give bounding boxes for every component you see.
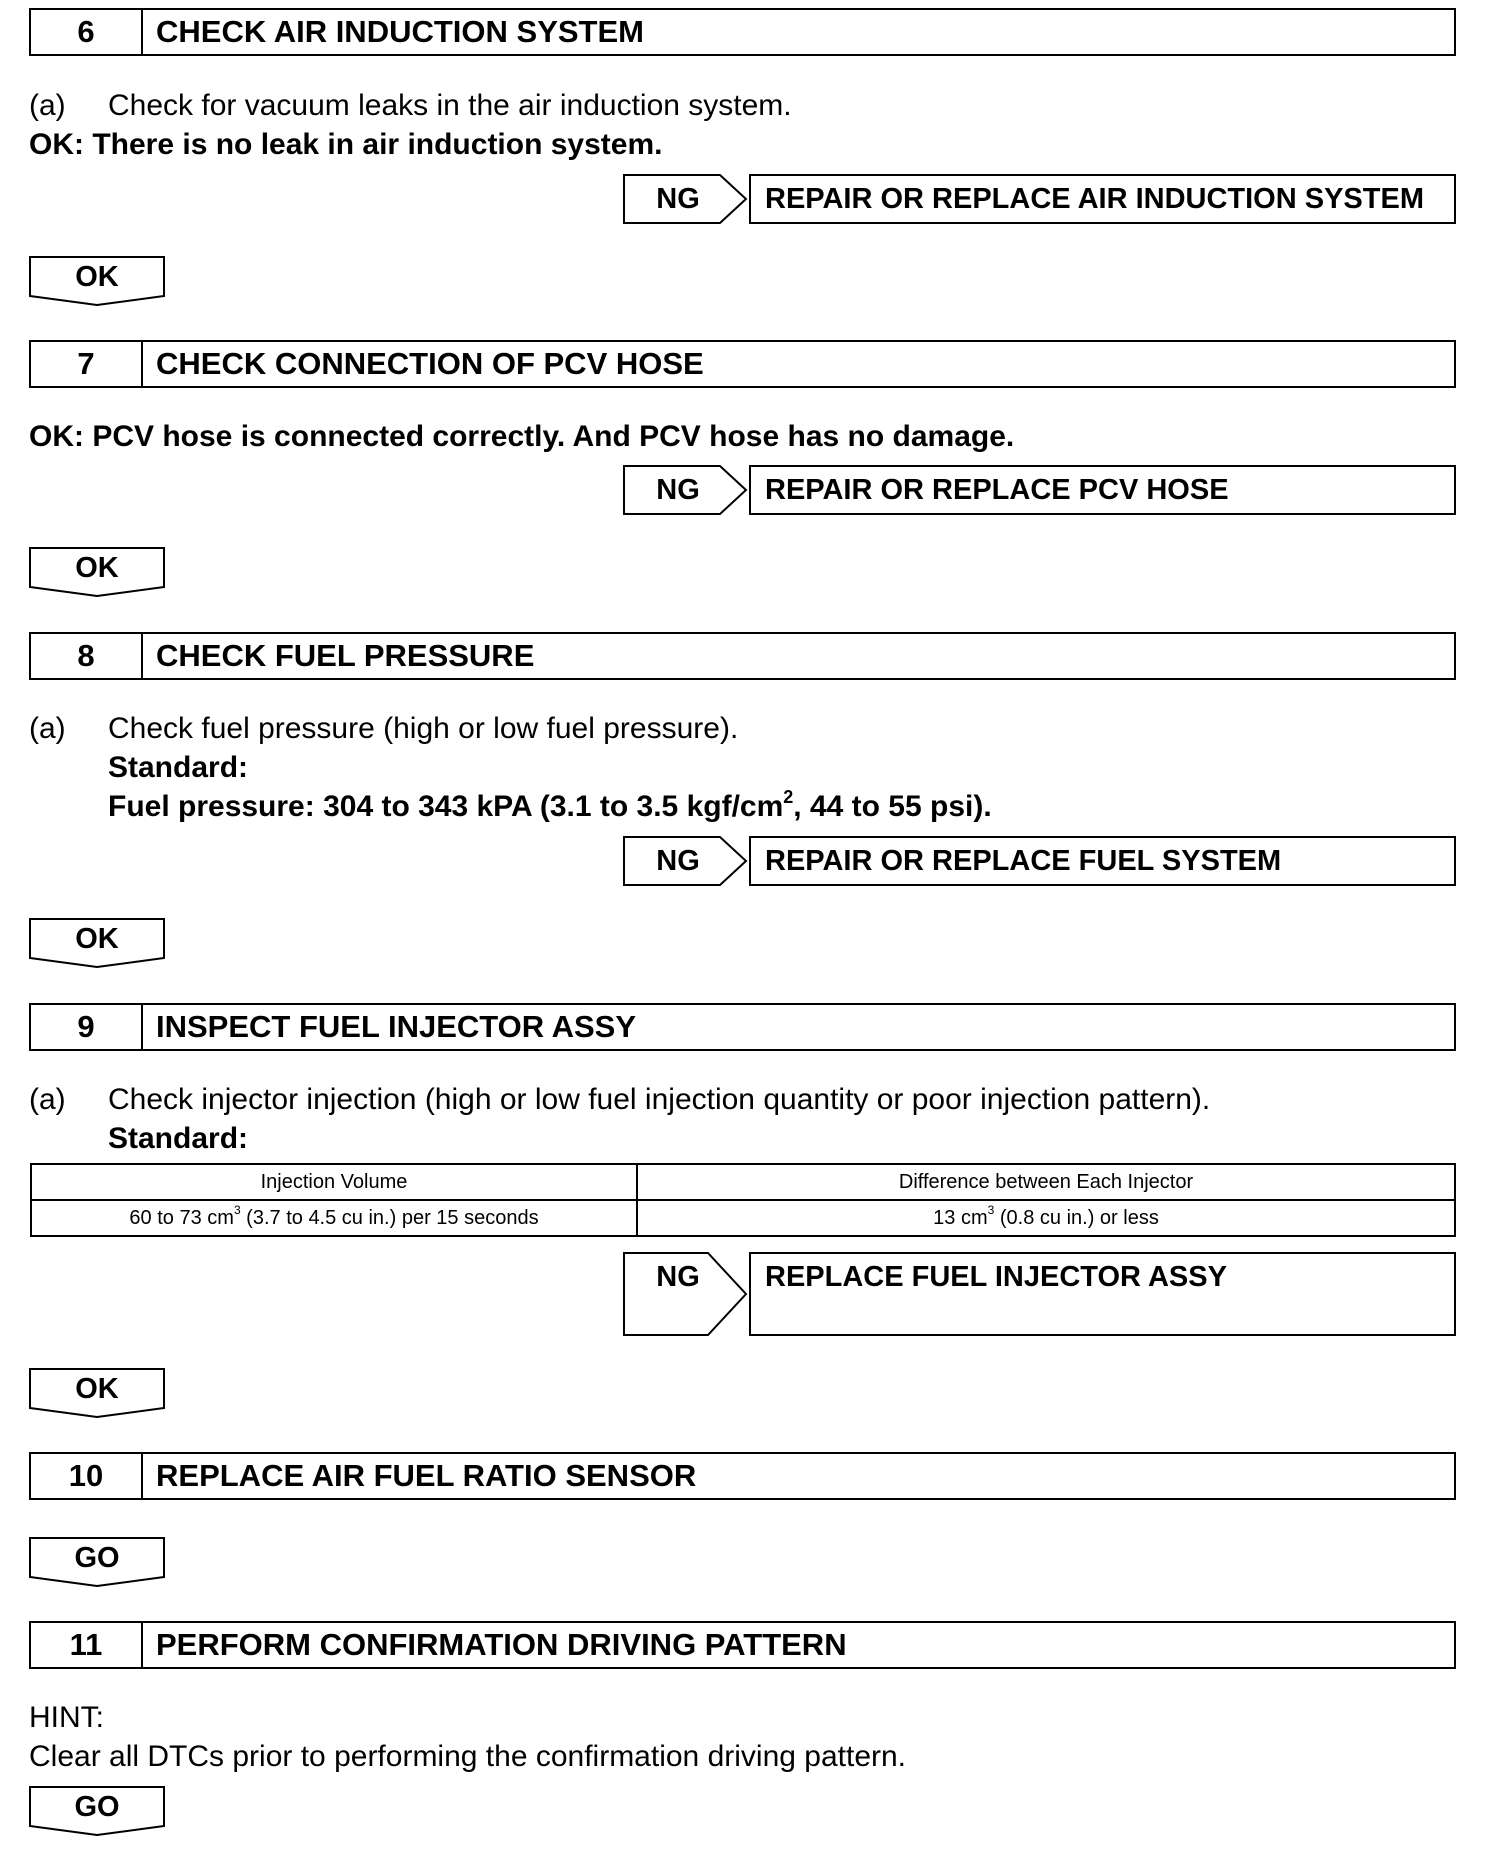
item-label: (a) [29,712,66,745]
step-10-header [29,1452,1456,1500]
ok-tag [29,547,165,597]
standard-label: Standard: [108,1122,249,1155]
step-number: 11 [31,1623,143,1667]
step-title: CHECK CONNECTION OF PCV HOSE [156,346,704,381]
cell-superscript: 3 [987,1202,995,1217]
item-label: (a) [29,89,66,122]
ng-result-box: REPAIR OR REPLACE FUEL SYSTEM [749,836,1456,886]
step-title: REPLACE AIR FUEL RATIO SENSOR [156,1458,697,1493]
ng-arrow [623,465,749,515]
go-tag [29,1537,165,1587]
step-7-header [29,340,1456,388]
cell-text: 60 to 73 cm [129,1206,234,1229]
step-6-header [29,8,1456,56]
table-row [31,1200,1455,1236]
ng-arrow [623,836,749,886]
cell-text: 13 cm [933,1206,988,1229]
standard-label: Standard: [108,751,249,784]
ok-criteria: OK: There is no leak in air induction system. [29,128,663,161]
ok-label: OK [75,260,119,293]
cell-text-end: (3.7 to 4.5 cu in.) per 15 seconds [240,1206,539,1229]
ng-label: NG [656,182,700,215]
ng-arrow [623,1252,749,1336]
step-title: CHECK FUEL PRESSURE [156,638,535,673]
ng-label: NG [656,473,700,506]
table-cell [637,1200,1455,1236]
table-header-cell: Difference between Each Injector [637,1164,1455,1200]
ok-label: OK [75,922,119,955]
spec-text: Fuel pressure: 304 to 343 kPA (3.1 to 3.5 kgf/cm [108,790,784,823]
ng-result-box: REPAIR OR REPLACE AIR INDUCTION SYSTEM [749,174,1456,224]
step-title: INSPECT FUEL INJECTOR ASSY [156,1009,637,1044]
step-number: 9 [31,1005,143,1049]
ok-criteria: OK: PCV hose is connected correctly. And PCV hose has no damage. [29,420,1015,453]
fuel-pressure-spec [108,789,992,825]
step-number: 6 [31,10,143,54]
go-label: GO [74,1541,120,1574]
ok-tag [29,918,165,968]
step-8-header [29,632,1456,680]
ng-label: NG [656,844,700,877]
hint-label: HINT: [29,1701,104,1734]
go-label: GO [74,1790,120,1823]
ng-result-box: REPAIR OR REPLACE PCV HOSE [749,465,1456,515]
ng-result-box: REPLACE FUEL INJECTOR ASSY [749,1252,1456,1336]
step-number: 8 [31,634,143,678]
ok-label: OK [75,551,119,584]
step-number: 10 [31,1454,143,1498]
injector-spec-table [30,1163,1456,1237]
step-number: 7 [31,342,143,386]
table-cell [31,1200,637,1236]
step-title: PERFORM CONFIRMATION DRIVING PATTERN [156,1627,847,1662]
spec-text-end: , 44 to 55 psi). [793,790,992,823]
step-9-header [29,1003,1456,1051]
ok-label: OK [75,1372,119,1405]
step-title: CHECK AIR INDUCTION SYSTEM [156,14,644,49]
go-tag [29,1786,165,1836]
ng-arrow [623,174,749,224]
cell-text-end: (0.8 cu in.) or less [994,1206,1159,1229]
instruction-text: Check injector injection (high or low fuel injection quantity or poor injection pattern). [108,1083,1211,1116]
table-header-row [31,1164,1455,1200]
ng-label: NG [656,1260,700,1293]
hint-text: Clear all DTCs prior to performing the confirmation driving pattern. [29,1740,907,1773]
cell-superscript: 3 [233,1202,241,1217]
step-11-header [29,1621,1456,1669]
ok-tag [29,1368,165,1418]
table-header-cell: Injection Volume [31,1164,637,1200]
instruction-text: Check for vacuum leaks in the air induction system. [108,89,792,122]
instruction-text: Check fuel pressure (high or low fuel pressure). [108,712,739,745]
item-label: (a) [29,1083,66,1116]
ok-tag [29,256,165,306]
spec-superscript: 2 [783,787,794,807]
